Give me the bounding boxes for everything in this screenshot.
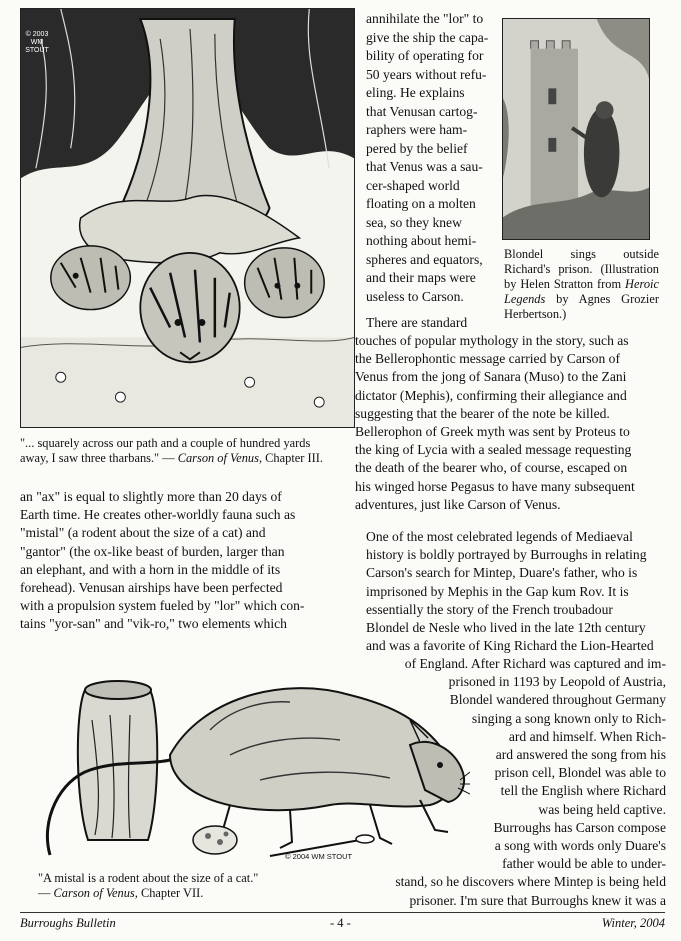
mistal-drawing: [30, 660, 470, 865]
tharbans-caption-chapter: Chapter III.: [265, 451, 323, 465]
text-line: the king of Lycia with a sealed message requesting: [355, 442, 632, 458]
text-line: floating on a molten: [366, 196, 476, 211]
text-line: stand, so he discovers where Mintep is being held: [395, 874, 666, 890]
text-line: pered by the belief: [366, 140, 468, 156]
text-line: One of the most celebrated legends of Mediaeval: [366, 529, 633, 544]
text-line: the death of the bearer who, of course, escaped on: [355, 460, 628, 476]
mistal-caption: [38, 871, 338, 901]
text-line: father would be able to under-: [502, 856, 666, 872]
blondel-caption: [504, 247, 659, 322]
blondel-drawing: [503, 19, 649, 239]
tharbans-drawing: [21, 9, 354, 427]
tharbans-caption: [20, 436, 340, 466]
text-line: prisoned in 1193 by Leopold of Austria,: [448, 674, 666, 690]
text-line: cer-shaped world: [366, 177, 460, 193]
text-line: Bellerophon of Greek myth was sent by Proteus to: [355, 424, 630, 440]
text-line: imprisoned by Mephis in the Gap kum Rov. It is: [366, 583, 629, 599]
text-line: eling. He explains: [366, 85, 465, 100]
text-line: ard answered the song from his: [495, 747, 666, 763]
text-line: Blondel de Nesle who lived in the late 12th century: [366, 620, 646, 636]
text-line: an "ax" is equal to slightly more than 20 days of: [20, 489, 282, 504]
text-line: forehead). Venusan airships have been perfected: [20, 580, 283, 596]
text-line: prison cell, Blondel was able to: [494, 765, 666, 781]
footer-publication: Burroughs Bulletin: [20, 916, 116, 930]
blondel-caption-title: Heroic Legends: [504, 277, 659, 306]
footer-issue: Winter, 2004: [601, 916, 665, 930]
blondel-caption-tail: by Agnes Grozier Herbertson.): [504, 292, 659, 321]
text-line: the Bellerophontic message carried by Carson of: [355, 351, 620, 367]
text-line: Carson's search for Mintep, Duare's father, who is: [366, 565, 638, 581]
text-line: Venus from the jong of Sanara (Muso) to the Zani: [355, 369, 627, 385]
text-line: ard and himself. When Rich-: [508, 728, 666, 744]
text-line: raphers were ham-: [366, 122, 468, 137]
text-line: useless to Carson.: [366, 288, 464, 304]
text-line: that Venus was a sau-: [366, 159, 483, 174]
text-line: adventures, just like Carson of Venus.: [355, 496, 561, 512]
text-line: a song with words only Duare's: [494, 838, 666, 854]
text-line: suggesting that the bearer of the note be killed.: [355, 405, 610, 421]
tharbans-illustration: [20, 8, 355, 428]
text-line: with a propulsion system fueled by "lor" which con-: [20, 598, 305, 614]
mistal-artist-signature: © 2004 WM STOUT: [285, 852, 353, 861]
text-line: and their maps were: [366, 270, 476, 285]
text-line: Burroughs has Carson compose: [493, 819, 666, 835]
text-line: tell the English where Richard: [500, 783, 666, 799]
blondel-illustration: [502, 18, 650, 240]
text-line: that Venusan cartog-: [366, 103, 478, 119]
text-line: 50 years without refu-: [366, 66, 487, 82]
tharbans-caption-quote: "... squarely across our path and a couple of hundred yards away, I saw three tharbans." —: [20, 436, 311, 465]
right-narrow-text: [366, 10, 492, 306]
footer-page-number: - 4 -: [330, 916, 351, 930]
text-line: touches of popular mythology in the story, such as: [355, 333, 629, 348]
text-line: prisoner. I'm sure that Burroughs knew it was a: [409, 892, 666, 908]
text-line: give the ship the capa-: [366, 29, 489, 45]
para-mythology-body: [355, 332, 667, 514]
text-line: and was a favorite of King Richard the Lion-Hearted: [366, 638, 654, 654]
text-line: an elephant, and with a horn in the middle of its: [20, 561, 281, 577]
mistal-caption-chapter: Chapter VII.: [140, 886, 204, 900]
text-line: nothing about hemi-: [366, 233, 477, 248]
text-line: annihilate the "lor" to: [366, 11, 484, 26]
text-line: history is boldly portrayed by Burroughs in relating: [366, 547, 647, 563]
text-line: "mistal" (a rodent about the size of a cat) and: [20, 525, 266, 541]
text-line: tains "yor-san" and "vik-ro," two elements which: [20, 616, 287, 632]
mistal-caption-quote: "A mistal is a rodent about the size of a cat.": [38, 871, 259, 885]
mistal-caption-source: Carson of Venus,: [53, 886, 138, 900]
mistal-illustration: [30, 660, 470, 865]
text-line: sea, so they knew: [366, 214, 462, 230]
para-blondel: [366, 528, 666, 655]
blondel-caption-lead: Blondel sings outside Richard's prison. (Illustration by Helen Stratton from: [504, 247, 659, 291]
mistal-caption-dash: —: [38, 886, 51, 900]
mistal-caption-attribution: [38, 886, 338, 901]
text-line: essentially the story of the French troubadour: [366, 601, 613, 617]
text-line: "gantor" (the ox-like beast of burden, larger than: [20, 543, 285, 559]
tharbans-artist-signature: © 2003 WM STOUT: [25, 31, 49, 54]
text-line: There are standard: [366, 315, 468, 330]
text-line: Blondel wandered throughout Germany: [449, 692, 666, 708]
text-line: his winged horse Pegasus to have many subsequent: [355, 478, 635, 494]
left-text: [20, 488, 330, 634]
text-line: spheres and equators,: [366, 251, 483, 267]
para-mythology: [366, 314, 666, 332]
text-line: dictator (Mephis), confirming their allegiance and: [355, 387, 627, 403]
text-line: was being held captive.: [538, 801, 666, 817]
text-line: bility of operating for: [366, 48, 484, 63]
text-line: of England. After Richard was captured and im-: [404, 656, 666, 671]
page-footer: [20, 912, 665, 932]
text-line: singing a song known only to Rich-: [471, 710, 666, 726]
tharbans-caption-source: Carson of Venus,: [177, 451, 263, 465]
text-line: Earth time. He creates other-worldly fauna such as: [20, 507, 296, 523]
